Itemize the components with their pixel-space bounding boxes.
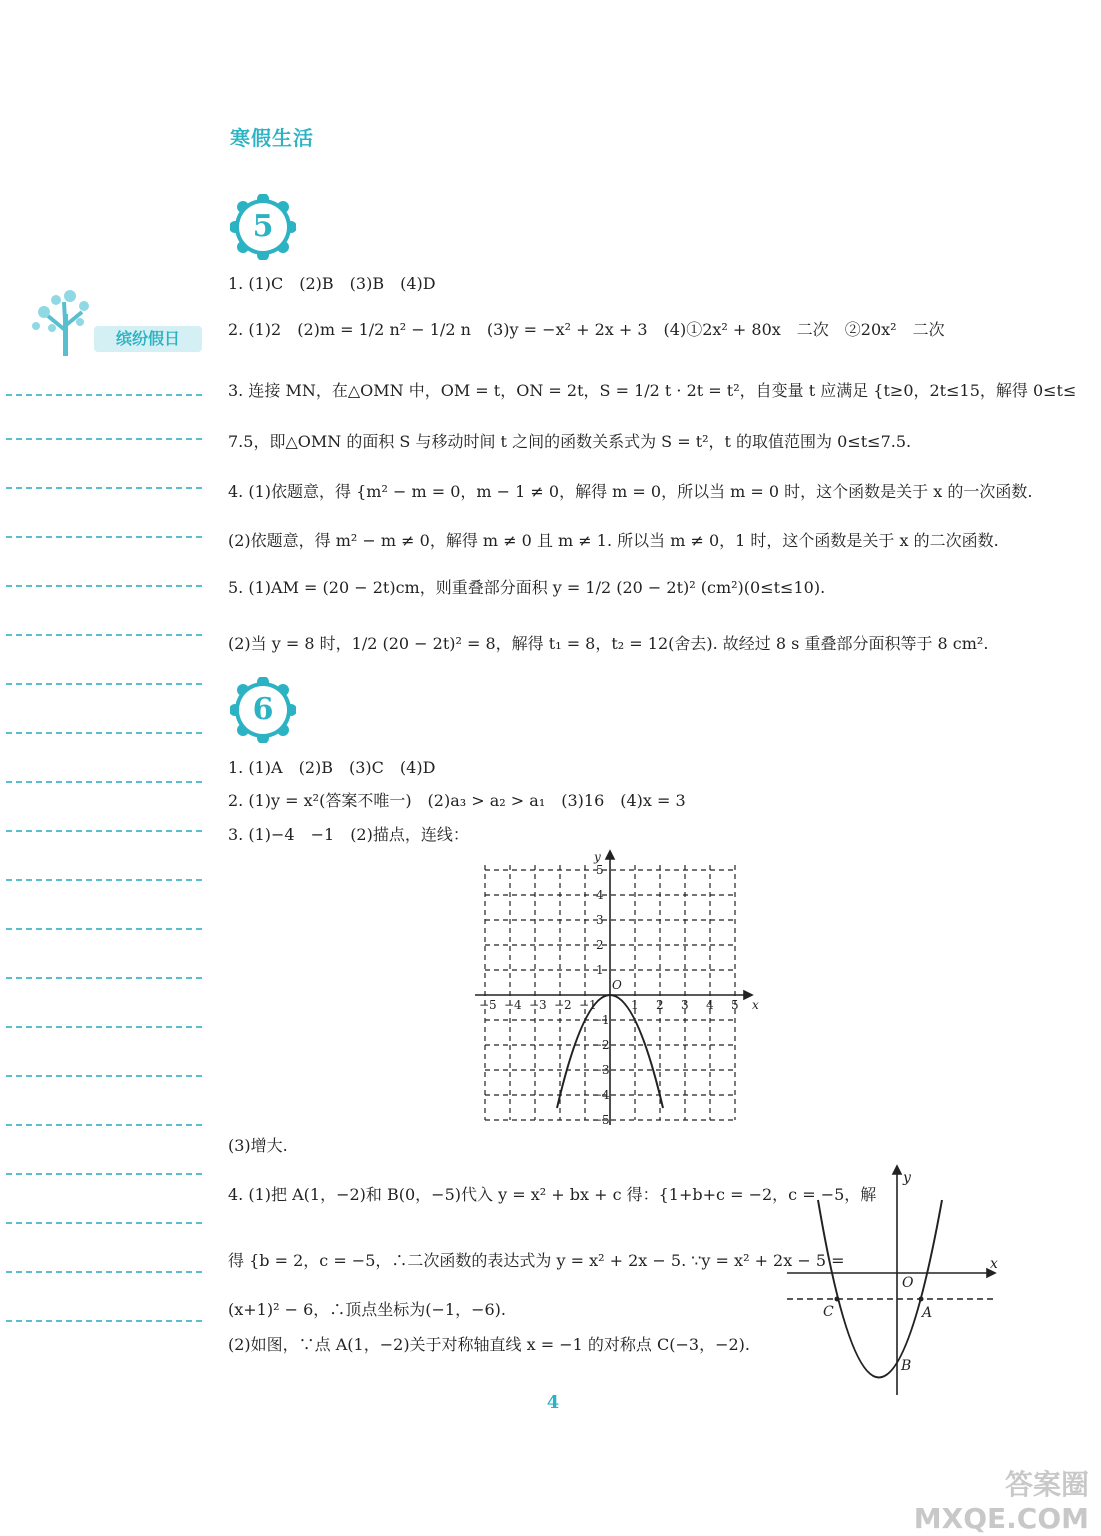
x-axis-label: x: [990, 1256, 998, 1272]
dashed-rule: [6, 634, 202, 636]
y-axis-label: y: [903, 1170, 911, 1186]
origin-label: O: [902, 1275, 914, 1291]
x-tick-label: 2: [656, 998, 664, 1012]
answer-line: (2)依题意，得 m² − m ≠ 0，解得 m ≠ 0 且 m ≠ 1. 所以当 m ≠ 0，1 时，这个函数是关于 x 的二次函数.: [228, 531, 999, 550]
dashed-rule: [6, 487, 202, 489]
dashed-rule: [6, 394, 202, 396]
x-tick-label: −3: [529, 998, 547, 1012]
answer-line: (3)增大.: [228, 1136, 288, 1155]
x-tick-label: 1: [631, 998, 639, 1012]
answer-line: (2)当 y = 8 时，1/2 (20 − 2t)² = 8，解得 t₁ = 8，t₂ = 12(舍去). 故经过 8 s 重叠部分面积等于 8 cm².: [228, 634, 989, 653]
sidebar-logo-text: 缤纷假日: [94, 326, 202, 352]
dashed-rule: [6, 830, 202, 832]
origin-label: O: [612, 978, 622, 992]
section-badge-number: 5: [252, 209, 274, 244]
x-tick-label: −1: [579, 998, 597, 1012]
answer-line: 2. (1)2 (2)m = 1/2 n² − 1/2 n (3)y = −x² + 2x + 3 (4)①2x² + 80x 二次 ②20x² 二次: [228, 320, 945, 339]
answer-line: 3. (1)−4 −1 (2)描点，连线：: [228, 825, 469, 844]
dashed-rule: [6, 683, 202, 685]
answer-line: 1. (1)A (2)B (3)C (4)D: [228, 758, 436, 777]
dashed-rule: [6, 928, 202, 930]
dashed-rule: [6, 1222, 202, 1224]
dashed-rule: [6, 879, 202, 881]
dashed-rule: [6, 977, 202, 979]
dashed-rule: [6, 1026, 202, 1028]
x-axis-label: x: [752, 998, 759, 1012]
watermark-bottom: MXQE.COM: [913, 1502, 1089, 1535]
parabola-curve: [818, 1200, 942, 1378]
tree-icon: [30, 290, 100, 360]
dashed-rule: [6, 1271, 202, 1273]
y-tick-label: −2: [592, 1038, 610, 1052]
x-tick-label: −2: [554, 998, 572, 1012]
x-tick-label: 5: [731, 998, 739, 1012]
parabola-points-figure: [785, 1160, 1000, 1400]
y-tick-label: 2: [596, 938, 604, 952]
dashed-rule: [6, 1320, 202, 1322]
answer-line: (x+1)² − 6，∴顶点坐标为(−1，−6).: [228, 1300, 507, 1319]
dashed-rule: [6, 781, 202, 783]
y-tick-label: 5: [596, 863, 604, 877]
section-badge-5: [230, 194, 296, 260]
answer-line: 4. (1)依题意，得 {m² − m = 0，m − 1 ≠ 0，解得 m = 0，所以当 m = 0 时，这个函数是关于 x 的一次函数.: [228, 482, 1033, 501]
watermark-top: 答案圈: [1004, 1468, 1089, 1501]
x-tick-label: −4: [504, 998, 522, 1012]
dashed-rule: [6, 438, 202, 440]
x-tick-label: 4: [706, 998, 714, 1012]
dashed-rule: [6, 1124, 202, 1126]
y-tick-label: 3: [596, 913, 604, 927]
sidebar-logo: [30, 290, 205, 360]
answer-line: 5. (1)AM = (20 − 2t)cm，则重叠部分面积 y = 1/2 (20 − 2t)² (cm²)(0≤t≤10).: [228, 578, 826, 597]
section-badge-6: [230, 677, 296, 743]
y-axis-label: y: [594, 850, 601, 864]
answer-line: 得 {b = 2，c = −5，∴二次函数的表达式为 y = x² + 2x − 5. ∵y = x² + 2x − 5 =: [228, 1251, 845, 1270]
answer-line: (2)如图，∵点 A(1，−2)关于对称轴直线 x = −1 的对称点 C(−3，−2).: [228, 1335, 750, 1354]
watermark: [914, 1468, 1089, 1536]
answer-line: 4. (1)把 A(1，−2)和 B(0，−5)代入 y = x² + bx + c 得：{1+b+c = −2，c = −5，解: [228, 1185, 877, 1204]
point-b-label: B: [901, 1358, 912, 1374]
x-tick-label: −5: [479, 998, 497, 1012]
x-tick-label: 3: [681, 998, 689, 1012]
y-tick-label: −4: [592, 1088, 610, 1102]
point-a-label: A: [922, 1305, 933, 1321]
point-c-label: C: [823, 1304, 834, 1320]
y-tick-label: −1: [592, 1013, 610, 1027]
y-tick-label: 1: [596, 963, 604, 977]
answer-line: 3. 连接 MN，在△OMN 中，OM = t，ON = 2t，S = 1/2 t · 2t = t²，自变量 t 应满足 {t≥0，2t≤15，解得 0≤t≤: [228, 381, 1077, 400]
dashed-rule: [6, 585, 202, 587]
y-tick-label: 4: [596, 888, 604, 902]
section-title: 寒假生活: [230, 126, 314, 150]
answer-line: 2. (1)y = x²(答案不唯一) (2)a₃ > a₂ > a₁ (3)16 (4)x = 3: [228, 791, 686, 810]
parabola-grid-figure: [470, 845, 760, 1130]
y-tick-label: −5: [592, 1113, 610, 1127]
point-a-dot: [919, 1297, 924, 1302]
dashed-rule: [6, 1173, 202, 1175]
answer-line: 7.5，即△OMN 的面积 S 与移动时间 t 之间的函数关系式为 S = t²，t 的取值范围为 0≤t≤7.5.: [228, 432, 912, 451]
point-c-dot: [835, 1297, 840, 1302]
dashed-rule: [6, 1075, 202, 1077]
y-tick-label: −3: [592, 1063, 610, 1077]
dashed-rule: [6, 732, 202, 734]
section-badge-number: 6: [252, 692, 274, 727]
dashed-rule: [6, 536, 202, 538]
answer-line: 1. (1)C (2)B (3)B (4)D: [228, 274, 436, 293]
page-number: 4: [546, 1392, 560, 1413]
